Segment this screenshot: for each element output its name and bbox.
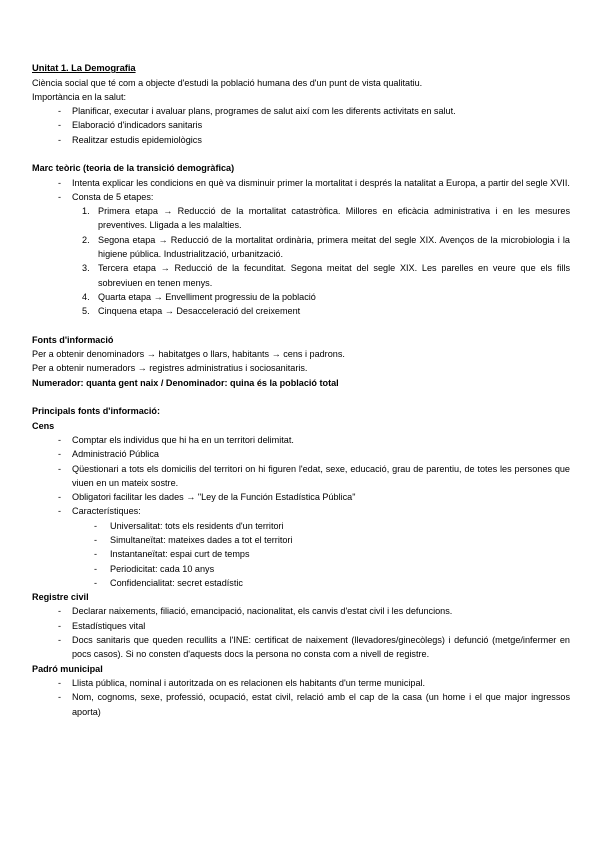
etapes-list bbox=[32, 204, 570, 318]
fonts-denominadors-line: Per a obtenir denominadors → habitatges o llars, habitants → cens i padrons. bbox=[32, 349, 345, 360]
list-item: - Intenta explicar les condicions en què va disminuir primer la mortalitat i després la natalitat a Europa, a partir del segle XVII. bbox=[32, 176, 570, 190]
section-spacer bbox=[32, 319, 570, 333]
importance-list bbox=[32, 104, 570, 147]
list-item: - Elaboració d'indicadors sanitaris bbox=[32, 118, 570, 132]
numerador-denominador-line: Numerador: quanta gent naix / Denominador: quina és la població total bbox=[32, 377, 339, 388]
list-item: - Nom, cognoms, sexe, professió, ocupació, estat civil, relació amb el cap de la casa (un home i el que major ingressos aporta) bbox=[32, 690, 570, 719]
list-item: - Comptar els individus que hi ha en un territori delimitat. bbox=[32, 433, 570, 447]
list-item: Cinquena etapa → Desacceleració del creixement bbox=[98, 306, 301, 317]
definition-paragraph: Ciència social que té com a objecte d'estudi la població humana des d'un punt de vista qualitatiu. bbox=[32, 77, 423, 88]
registre-civil-list bbox=[32, 604, 570, 661]
list-item: - Obligatori facilitar les dades → "Ley de la Función Estadística Pública" bbox=[32, 490, 570, 504]
fonts-informacio-heading: Fonts d'informació bbox=[32, 334, 114, 345]
list-item: - Docs sanitaris que queden recullits a l'INE: certificat de naixement (llevadores/ginecòlegs) i defunció (metge/infermer en pocs casos). Si no consten d'aquests docs la persona no consta com a nivell de registre. bbox=[32, 633, 570, 662]
list-item: - Característiques: bbox=[32, 504, 570, 518]
registre-civil-heading: Registre civil bbox=[32, 592, 89, 603]
padro-municipal-heading: Padró municipal bbox=[32, 663, 103, 674]
cens-heading: Cens bbox=[32, 420, 55, 431]
fonts-numeradors-line: Per a obtenir numeradors → registres administratius i sociosanitaris. bbox=[32, 363, 308, 374]
list-item: - Administració Pública bbox=[32, 447, 570, 461]
list-item: - Consta de 5 etapes: bbox=[32, 190, 570, 204]
document-title: Unitat 1. La Demografia bbox=[32, 62, 136, 73]
list-item: - Confidencialitat: secret estadístic bbox=[32, 576, 570, 590]
caracteristiques-list bbox=[32, 519, 570, 590]
importance-label: Importància en la salut: bbox=[32, 91, 127, 102]
list-item: - Universalitat: tots els residents d'un territori bbox=[32, 519, 570, 533]
list-item: - Periodicitat: cada 10 anys bbox=[32, 562, 570, 576]
list-item: Segona etapa → Reducció de la mortalitat ordinària, primera meitat del segle XIX. Avenços de la microbiologia i la higiene pública. Industrialització, urbanització. bbox=[98, 234, 570, 260]
document-body bbox=[32, 60, 570, 719]
list-item: - Llista pública, nominal i autoritzada on es relacionen els habitants d'un terme municipal. bbox=[32, 676, 570, 690]
list-item: - Realitzar estudis epidemiològics bbox=[32, 133, 570, 147]
section-spacer bbox=[32, 390, 570, 404]
list-item: - Declarar naixements, filiació, emancipació, nacionalitat, els canvis d'estat civil i les defuncions. bbox=[32, 604, 570, 618]
list-item: Quarta etapa → Envelliment progressiu de la població bbox=[98, 291, 316, 302]
list-item: Tercera etapa → Reducció de la fecunditat. Segona meitat del segle XIX. Les parelles en veure que els fills sobreviuen en tenen menys. bbox=[98, 263, 570, 288]
list-item: - Planificar, executar i avaluar plans, programes de salut així com les diferents activitats en salut. bbox=[32, 104, 570, 118]
list-item: - Instantaneïtat: espai curt de temps bbox=[32, 547, 570, 561]
marc-teoric-list bbox=[32, 176, 570, 205]
padro-municipal-list bbox=[32, 676, 570, 719]
list-item: Primera etapa → Reducció de la mortalitat catastròfica. Millores en eficàcia administrativa i en les mesures preventives. Lligada a les malalties. bbox=[98, 206, 570, 231]
list-item: - Estadístiques vital bbox=[32, 619, 570, 633]
cens-list bbox=[32, 433, 570, 519]
list-item: - Simultaneïtat: mateixes dades a tot el territori bbox=[32, 533, 570, 547]
principals-fonts-heading: Principals fonts d'informació: bbox=[32, 406, 160, 417]
section-spacer bbox=[32, 147, 570, 161]
list-item: - Qüestionari a tots els domicilis del territori on hi figuren l'edat, sexe, educació, grau de parentiu, de totes les persones que viuen en un mateix sostre. bbox=[32, 462, 570, 491]
marc-teoric-heading: Marc teòric (teoria de la transició demogràfica) bbox=[32, 163, 235, 174]
